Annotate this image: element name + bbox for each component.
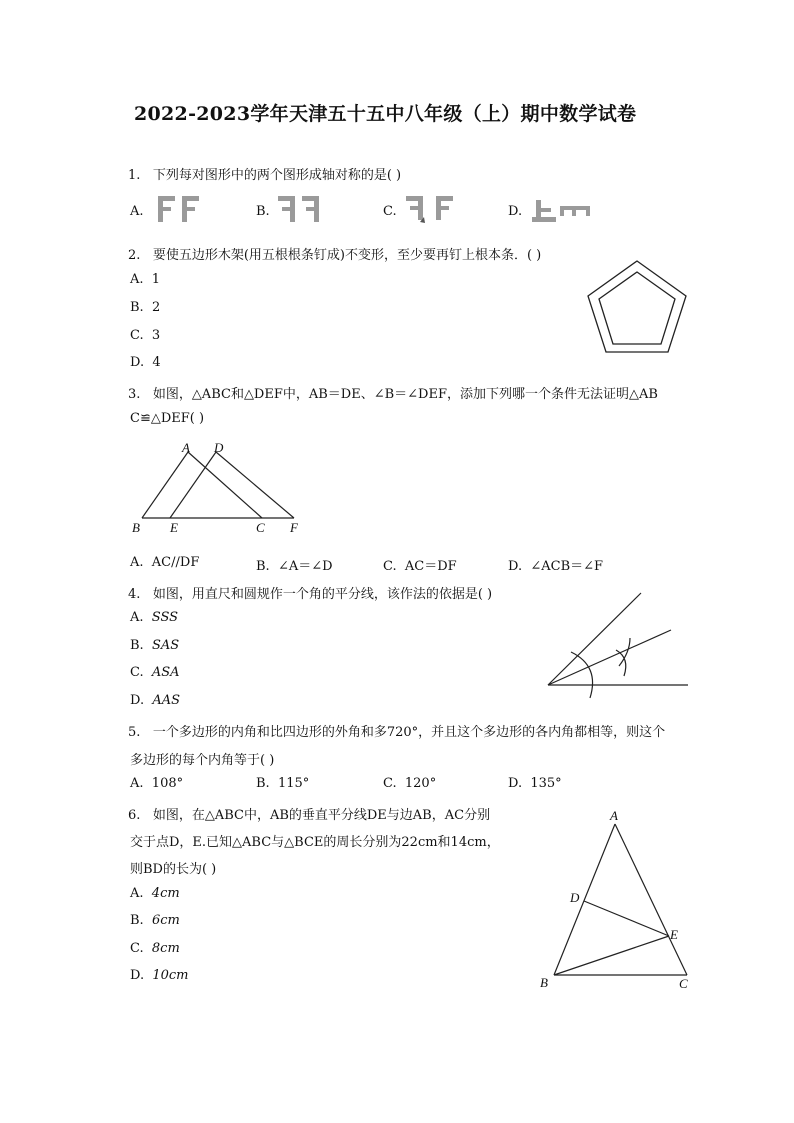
question-text: 如图，用直尺和圆规作一个角的平分线，该作法的依据是( ) [152,587,493,602]
question-1 [128,164,401,183]
question-number: 3. [128,387,141,402]
question-text-continued: 交于点D，E.已知△ABC与△BCE的周长分别为22cm和14cm， [130,835,500,850]
triangle-abc-figure [534,806,694,996]
option-b-figure [276,194,326,224]
question-text-continued: 多边形的每个内角等于( ) [130,753,275,768]
question-2 [128,244,541,263]
option-a [130,272,160,287]
option-label: B. [130,300,144,315]
option-a [130,610,178,625]
option-text: 8cm [151,941,180,956]
option-text: 1 [151,272,161,287]
label-a: A [610,808,618,823]
option-text: 10cm [152,968,189,983]
option-text: 6cm [151,913,180,928]
option-d [508,776,562,791]
option-d [130,693,180,708]
option-text: ∠A＝∠D [277,559,333,574]
option-text: SSS [151,610,179,625]
option-text: 108° [151,776,184,791]
question-text: 下列每对图形中的两个图形成轴对称的是( ) [152,168,402,183]
option-label: C. [383,776,397,791]
label-c: C [679,976,688,991]
question-text: 如图，在△ABC中，AB的垂直平分线DE与边AB，AC分别 [152,808,491,823]
option-text: ASA [151,665,180,680]
option-d [508,555,603,574]
option-label: D. [508,204,523,219]
option-label: A. [130,886,144,901]
label-d: D [214,440,224,455]
option-c [383,555,457,574]
label-c: C [256,520,265,535]
option-label: B. [130,638,144,653]
option-d [130,968,189,983]
option-label: C. [383,204,397,219]
option-c [130,941,180,956]
option-text: 115° [277,776,310,791]
option-a [130,776,183,791]
option-label: A. [130,204,144,219]
question-number: 1. [128,168,141,183]
option-text: SAS [151,638,180,653]
option-text: AAS [152,693,181,708]
option-label: C. [130,665,144,680]
option-label: B. [130,913,144,928]
option-b [256,776,309,791]
option-a-figure [156,194,206,224]
option-label: D. [130,968,145,983]
option-text: 4cm [151,886,180,901]
option-a [130,555,199,570]
label-a: A [182,440,190,455]
label-e: E [170,520,178,535]
option-b [256,555,333,574]
option-d-figure [530,196,596,224]
option-text: ∠ACB＝∠F [530,559,604,574]
question-5 [128,721,665,740]
question-text: 一个多边形的内角和比四边形的外角和多720°，并且这个多边形的各内角都相等，则这个 [152,725,666,740]
label-f: F [290,520,298,535]
option-label: A. [130,555,144,570]
question-number: 2. [128,248,141,263]
option-text: 3 [151,328,161,343]
label-d: D [570,890,580,905]
question-number: 4. [128,587,141,602]
option-label: B. [256,559,270,574]
option-text: 4 [152,355,161,370]
question-text: 要使五边形木架(用五根根条钉成)不变形，至少要再钉上根本条．( ) [152,248,542,263]
label-e: E [670,927,678,942]
question-4 [128,583,492,602]
option-text: AC//DF [151,555,200,570]
option-label: D. [130,355,145,370]
option-label: B. [256,776,270,791]
option-a [130,886,180,901]
question-text-continued: 则BD的长为( ) [130,862,217,877]
option-b [130,638,179,653]
option-label: A. [130,272,144,287]
option-label: C. [383,559,397,574]
option-label: B. [256,204,270,219]
pentagon-frame-figure [584,258,690,356]
option-label: D. [130,693,145,708]
question-6 [128,804,490,823]
option-label: A. [130,610,144,625]
label-b: B [132,520,140,535]
angle-bisector-figure [540,588,696,700]
option-c-figure [402,192,458,228]
question-number: 5. [128,725,141,740]
option-d [130,355,161,370]
option-label: A. [130,776,144,791]
label-b: B [540,975,548,990]
option-c [383,776,436,791]
option-text: AC＝DF [404,559,457,574]
option-label: D. [508,776,523,791]
question-number: 6. [128,808,141,823]
option-c [130,328,160,343]
option-c [130,665,180,680]
option-text: 2 [151,300,161,315]
option-text: 120° [404,776,437,791]
option-label: D. [508,559,523,574]
option-b [130,913,180,928]
question-3 [128,383,658,402]
question-text: 如图，△ABC和△DEF中，AB＝DE、∠B＝∠DEF，添加下列哪一个条件无法证明△AB [152,387,658,402]
triangles-figure [128,438,308,538]
option-b [130,300,160,315]
option-text: 135° [530,776,562,791]
question-text-continued: C≌△DEF( ) [130,411,205,426]
page-title: 2022-2023学年天津五十五中八年级（上）期中数学试卷 [134,103,637,125]
option-label: C. [130,328,144,343]
option-label: C. [130,941,144,956]
